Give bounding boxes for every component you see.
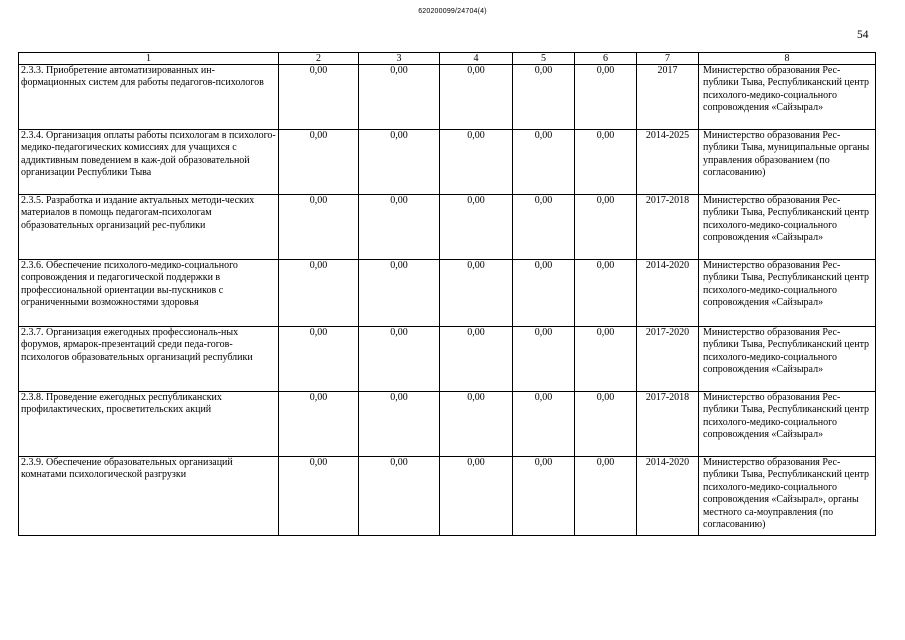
amount-cell: 0,00	[359, 457, 440, 536]
table-row	[19, 392, 876, 457]
period-cell: 2017-2018	[637, 392, 699, 457]
responsible-cell: Министерство образования Рес-публики Тыва, Республиканский центр психолого-медико-социального сопровождения «Сайзырал»	[699, 195, 876, 260]
header-col-7: 7	[637, 53, 699, 65]
amount-cell: 0,00	[440, 327, 513, 392]
responsible-cell: Министерство образования Рес-публики Тыва, Республиканский центр психолого-медико-социального сопровождения «Сайзырал»	[699, 392, 876, 457]
amount-cell: 0,00	[575, 65, 637, 130]
amount-cell: 0,00	[513, 260, 575, 327]
period-cell: 2017-2020	[637, 327, 699, 392]
page-number: 54	[857, 29, 869, 41]
responsible-cell: Министерство образования Рес-публики Тыва, Республиканский центр психолого-медико-социального сопровождения «Сайзырал»	[699, 65, 876, 130]
period-cell: 2014-2020	[637, 260, 699, 327]
responsible-cell: Министерство образования Рес-публики Тыва, Республиканский центр психолого-медико-социального сопровождения «Сайзырал»	[699, 260, 876, 327]
amount-cell: 0,00	[513, 457, 575, 536]
amount-cell: 0,00	[440, 65, 513, 130]
period-cell: 2017-2018	[637, 195, 699, 260]
amount-cell: 0,00	[279, 260, 359, 327]
program-table	[18, 52, 876, 536]
amount-cell: 0,00	[279, 195, 359, 260]
amount-cell: 0,00	[575, 457, 637, 536]
table-row	[19, 195, 876, 260]
amount-cell: 0,00	[279, 457, 359, 536]
amount-cell: 0,00	[440, 130, 513, 195]
table-row	[19, 327, 876, 392]
amount-cell: 0,00	[359, 327, 440, 392]
amount-cell: 0,00	[359, 195, 440, 260]
amount-cell: 0,00	[279, 392, 359, 457]
amount-cell: 0,00	[359, 260, 440, 327]
header-col-2: 2	[279, 53, 359, 65]
amount-cell: 0,00	[359, 392, 440, 457]
responsible-cell: Министерство образования Рес-публики Тыва, Республиканский центр психолого-медико-социального сопровождения «Сайзырал»	[699, 327, 876, 392]
measure-name: 2.3.9. Обеспечение образовательных организаций комнатами психологической разгрузки	[19, 457, 279, 536]
amount-cell: 0,00	[575, 260, 637, 327]
amount-cell: 0,00	[359, 130, 440, 195]
header-col-3: 3	[359, 53, 440, 65]
amount-cell: 0,00	[440, 457, 513, 536]
measure-name: 2.3.7. Организация ежегодных профессиональ-ных форумов, ярмарок-презентаций среди педа-гогов-психологов образовательных организаций республики	[19, 327, 279, 392]
header-col-6: 6	[575, 53, 637, 65]
header-col-8: 8	[699, 53, 876, 65]
amount-cell: 0,00	[575, 130, 637, 195]
table-row	[19, 457, 876, 536]
header-col-5: 5	[513, 53, 575, 65]
measure-name: 2.3.6. Обеспечение психолого-медико-социального сопровождения и педагогической поддержки в профессиональной ориентации вы-пускников с ограниченными возможностями здоровья	[19, 260, 279, 327]
measure-name: 2.3.3. Приобретение автоматизированных ин-формационных систем для работы педагогов-психологов	[19, 65, 279, 130]
table-row	[19, 65, 876, 130]
measure-name: 2.3.5. Разработка и издание актуальных методи-ческих материалов в помощь педагогам-психологам образовательных организаций рес-публики	[19, 195, 279, 260]
amount-cell: 0,00	[513, 195, 575, 260]
amount-cell: 0,00	[440, 195, 513, 260]
amount-cell: 0,00	[440, 260, 513, 327]
table-row	[19, 260, 876, 327]
measure-name: 2.3.8. Проведение ежегодных республиканских профилактических, просветительских акций	[19, 392, 279, 457]
measure-name: 2.3.4. Организация оплаты работы психологам в психолого-медико-педагогических комиссиях для учащихся с аддиктивным поведением в каж-дой образовательной организации Республики Тыва	[19, 130, 279, 195]
responsible-cell: Министерство образования Рес-публики Тыва, Республиканский центр психолого-медико-социального сопровождения «Сайзырал», органы местного са-моуправления (по согласованию)	[699, 457, 876, 536]
amount-cell: 0,00	[513, 327, 575, 392]
header-col-4: 4	[440, 53, 513, 65]
amount-cell: 0,00	[513, 392, 575, 457]
document-id: 620200099/24704(4)	[418, 8, 487, 15]
amount-cell: 0,00	[513, 130, 575, 195]
amount-cell: 0,00	[575, 327, 637, 392]
amount-cell: 0,00	[279, 130, 359, 195]
responsible-cell: Министерство образования Рес-публики Тыва, муниципальные органы управления образованием (по согласованию)	[699, 130, 876, 195]
period-cell: 2014-2020	[637, 457, 699, 536]
table-row	[19, 130, 876, 195]
amount-cell: 0,00	[279, 327, 359, 392]
amount-cell: 0,00	[440, 392, 513, 457]
period-cell: 2017	[637, 65, 699, 130]
header-col-1: 1	[19, 53, 279, 65]
amount-cell: 0,00	[279, 65, 359, 130]
amount-cell: 0,00	[513, 65, 575, 130]
amount-cell: 0,00	[575, 392, 637, 457]
amount-cell: 0,00	[575, 195, 637, 260]
header-row	[19, 53, 876, 65]
amount-cell: 0,00	[359, 65, 440, 130]
period-cell: 2014-2025	[637, 130, 699, 195]
